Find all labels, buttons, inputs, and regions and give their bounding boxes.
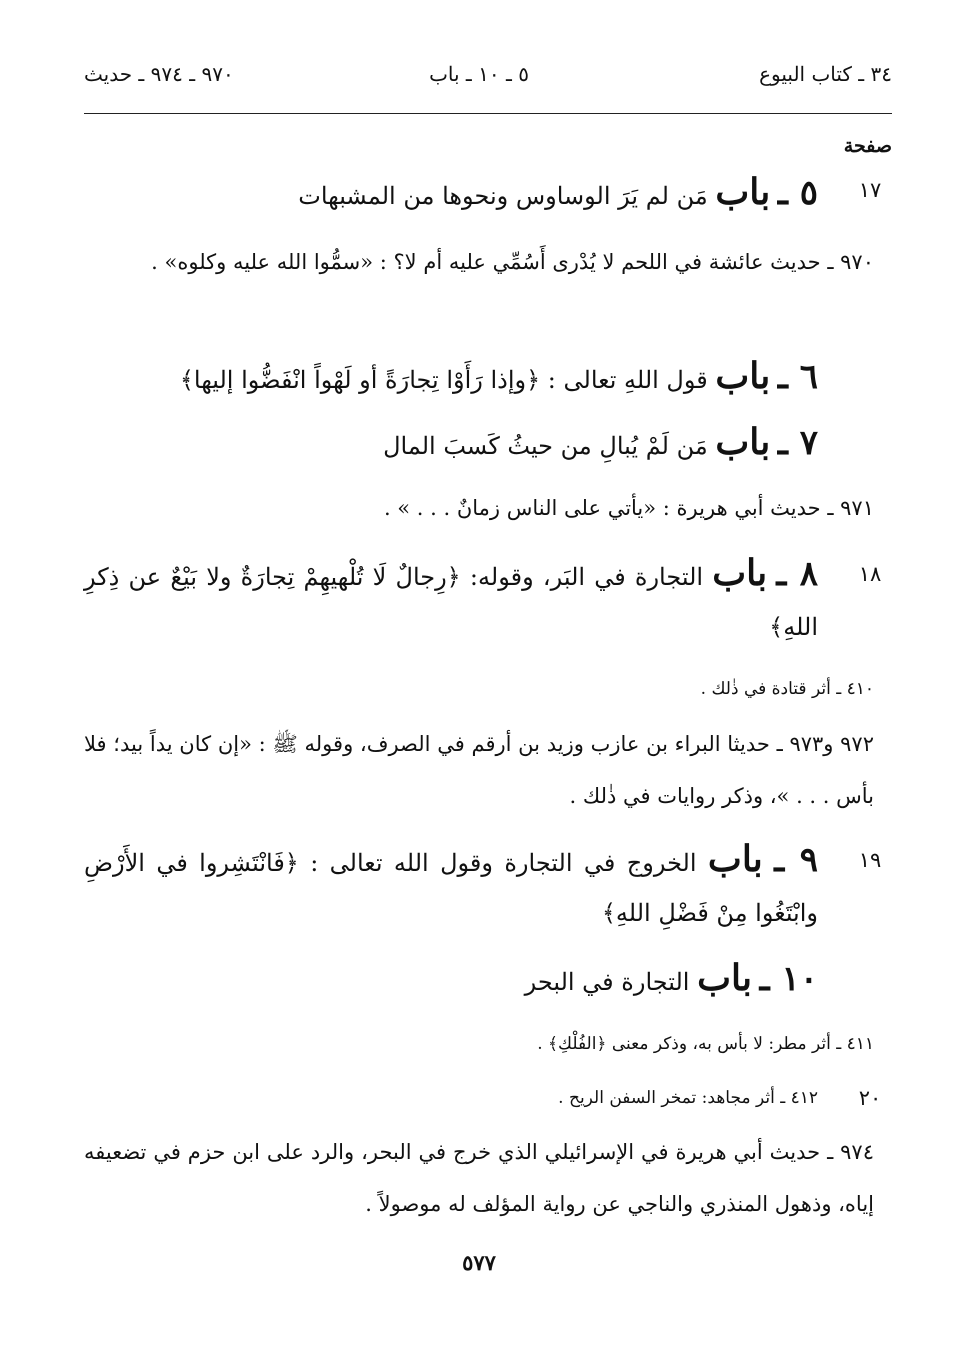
bab-10-heading xyxy=(525,950,818,1010)
header-hadith-range: ٩٧٠ ـ ٩٧٤ ـ حديث xyxy=(84,62,234,86)
bab-number: ٨ ـ xyxy=(776,554,818,594)
header-chapter: ٣٤ ـ كتاب البيوع xyxy=(759,62,892,86)
header-rule xyxy=(84,113,892,114)
page-ref-17: ١٧ xyxy=(858,178,882,202)
bab-title: التجارة في البحر xyxy=(524,968,690,996)
bab-number: ٦ ـ xyxy=(777,357,818,397)
bab-7-heading xyxy=(383,414,818,474)
page-number: ٥٧٧ xyxy=(462,1250,496,1275)
hadith-972-973: ٩٧٢ و٩٧٣ ـ حديثا البراء بن عازب وزيد بن أرقم في الصرف، وقوله ﷺ : «إن كان يداً بيد؛ فلا بأس . . . »، وذكر روايات في ذٰلك . xyxy=(84,732,874,808)
bab-number: ٧ ـ xyxy=(777,423,818,463)
bab-word: باب xyxy=(715,421,771,463)
hadith-971: ٩٧١ ـ حديث أبي هريرة : «يأتي على الناس زمانٌ . . . » . xyxy=(383,496,874,520)
athar-412: ٤١٢ ـ أثر مجاهد: تمخر السفن الريح . xyxy=(558,1088,818,1108)
bab-word: باب xyxy=(707,838,763,880)
hadith-970: ٩٧٠ ـ حديث عائشة في اللحم لا يُدْرى أَسُمِّي عليه أم لا؟ : «سمُّوا الله عليه وكلوه» . xyxy=(151,250,874,274)
athar-411: ٤١١ ـ أثر مطر: لا بأس به، وذكر معنى ﴿الفُلْكِ﴾ . xyxy=(537,1034,874,1054)
bab-word: باب xyxy=(715,171,771,213)
bab-word: باب xyxy=(715,355,771,397)
bab-title: الخروج في التجارة وقول الله تعالى : ﴿فَانْتَشِروا في الأَرْضِ وابْتَغُوا مِنْ فَضْلِ اللهِ﴾ xyxy=(84,849,818,927)
bab-6-heading xyxy=(180,348,818,408)
bab-title: قول اللهِ تعالى : ﴿وإذا رَأَوْا تِجارَةً أو لَهْواً انْفَضُّوا إليها﴾ xyxy=(179,366,708,394)
page-ref-20: ٢٠ xyxy=(858,1086,882,1110)
bab-9-heading xyxy=(84,834,818,938)
bab-title: مَن لم يَرَ الوساوس ونحوها من المشبهات xyxy=(298,182,708,210)
bab-8-heading xyxy=(84,548,818,652)
bab-5-heading xyxy=(298,164,818,224)
athar-410: ٤١٠ ـ أثر قتادة في ذٰلك . xyxy=(700,679,874,699)
bab-number: ٩ ـ xyxy=(774,840,818,880)
bab-number: ١٠ ـ xyxy=(759,959,818,999)
page-ref-19: ١٩ xyxy=(858,848,882,872)
page-ref-18: ١٨ xyxy=(858,562,882,586)
bab-title: مَن لَمْ يُبالِ من حيثُ كَسبَ المال xyxy=(383,432,708,460)
bab-word: باب xyxy=(712,552,768,594)
header-bab-range: ٥ ـ ١٠ ـ باب xyxy=(429,62,529,86)
hadith-974: ٩٧٤ ـ حديث أبي هريرة في الإسرائيلي الذي خرج في البحر، والرد على ابن حزم في تضعيفه إياه، وذهول المنذري والناجي عن رواية المؤلف له موصولاً . xyxy=(84,1140,874,1216)
page-column-label: صفحة xyxy=(843,135,892,157)
bab-word: باب xyxy=(697,957,753,999)
bab-number: ٥ ـ xyxy=(777,173,818,213)
bab-title: التجارة في البَر، وقوله: ﴿رِجالٌ لَا تُلْهيهِمْ تِجارَةٌ ولا بَيْعٌ عن ذِكرِ اللهِ﴾ xyxy=(84,563,818,641)
